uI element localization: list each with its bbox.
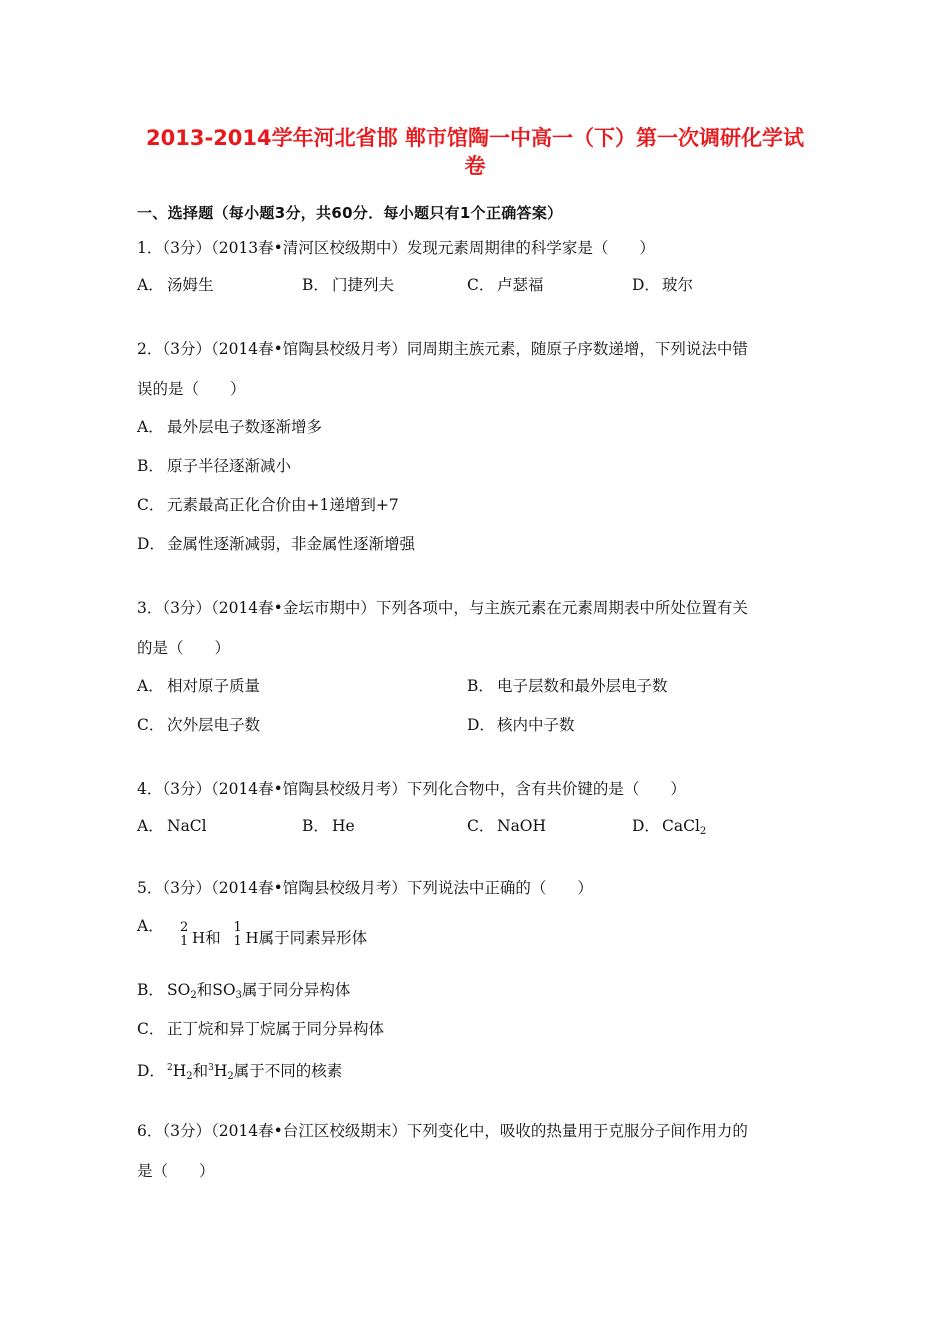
q2-option-c: C． 元素最高正化合价由+1递增到+7 [137,496,399,514]
title-line-2: 卷 [464,154,486,178]
q4-option-a: A． NaCl [137,817,207,835]
q5-option-c: C． 正丁烷和异丁烷属于同分异构体 [137,1020,385,1038]
q3-option-c: C． 次外层电子数 [137,716,261,734]
q3-option-d: D． 核内中子数 [467,716,575,734]
section-heading: 一、选择题（每小题3分，共60分．每小题只有1个正确答案） [137,204,563,222]
question-6-stem [137,1111,817,1191]
q5-option-a: 2 1 H和 1 1 H属于同素异形体 [180,920,368,949]
q1-option-d: D． 玻尔 [632,276,694,294]
q6-line-1: 6．（3分）（2014春•台江区校级期末）下列变化中，吸收的热量用于克服分子间作用力的 [137,1122,748,1140]
q2-option-d: D． 金属性逐渐减弱，非金属性逐渐增强 [137,535,416,553]
q3-option-a: A． 相对原子质量 [137,677,261,695]
q1-option-b: B． 门捷列夫 [302,276,395,294]
q1-option-c: C． 卢瑟福 [467,276,544,294]
q5-option-d: D． $^2H_2$和$^3H_2$属于不同的核素 [137,1062,343,1082]
nuclide-notation: 1 1 [233,920,242,949]
q4-option-d: D． CaCl$_2$ [632,817,707,837]
question-5-stem: 5．（3分）（2014春•馆陶县校级月考）下列说法中正确的（ ） [137,879,593,897]
q2-line-2: 误的是（ ） [137,380,246,398]
q2-line-1: 2．（3分）（2014春•馆陶县校级月考）同周期主族元素，随原子序数递增，下列说法中错 [137,340,748,358]
title-line-1: 2013-2014学年河北省邯 郸市馆陶一中高一（下）第一次调研化学试 [146,126,804,150]
q5-option-a-letter: A． [137,917,164,935]
q2-option-a: A． 最外层电子数逐渐增多 [137,418,323,436]
q4-option-c: C． NaOH [467,817,547,835]
exam-title [120,124,830,180]
question-3-stem [137,588,817,668]
nuclide-notation: 2 1 [180,920,189,949]
q5-option-b: B． $SO_2$和$SO_3$属于同分异构体 [137,981,351,1001]
question-2-stem [137,329,817,409]
q2-option-b: B． 原子半径逐渐减小 [137,457,292,475]
q4-option-b: B． He [302,817,355,835]
q3-line-2: 的是（ ） [137,639,231,657]
q3-line-1: 3．（3分）（2014春•金坛市期中）下列各项中，与主族元素在元素周期表中所处位置有关 [137,599,748,617]
q6-line-2: 是（ ） [137,1162,215,1180]
question-4-stem: 4．（3分）（2014春•馆陶县校级月考）下列化合物中，含有共价键的是（ ） [137,780,686,798]
q1-option-a: A． 汤姆生 [137,276,214,294]
question-1-stem: 1．（3分）（2013春•清河区校级期中）发现元素周期律的科学家是（ ） [137,239,655,257]
subscript: 2 [699,826,707,837]
q3-option-b: B． 电子层数和最外层电子数 [467,677,668,695]
